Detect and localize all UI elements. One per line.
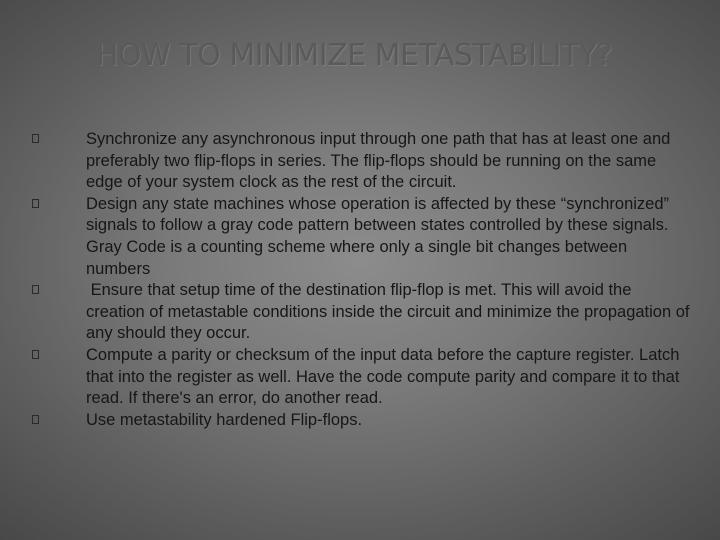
bullet-item [32,410,692,432]
bullet-text: Use metastability hardened Flip-flops. [86,410,363,429]
bullet-list [32,129,695,431]
bullet-text: Synchronize any asynchronous input through one path that has at least one and preferably two flip-flops in series. The flip-flops should be running on the same edge of your system clock as the rest of the circuit. [86,130,671,192]
square-bullet-icon [32,285,39,294]
square-bullet-icon [32,415,39,424]
bullet-text: Ensure that setup time of the destination flip-flop is met. This will avoid the creation of metastable conditions inside the circuit and minimize the propagation of any should they occur. [86,281,695,343]
bullet-item [32,194,692,280]
square-bullet-icon [32,199,39,208]
slide-title: HOW TO MINIMIZE METASTABILITY? [96,38,613,73]
bullet-text: Compute a parity or checksum of the input data before the capture register. Latch that into the register as well. Have the code compute parity and compare it to that read. If there's an error, do another read. [86,345,680,408]
bullet-item [32,280,695,345]
square-bullet-icon [32,350,39,359]
bullet-item [32,129,692,194]
bullet-item [32,345,692,410]
square-bullet-icon [32,134,39,143]
bullet-text: Design any state machines whose operation is affected by these “synchronized” signals to follow a gray code pattern between states controlled by these signals. Gray Code is a counting scheme where only a single bit changes between numbers [86,194,670,278]
